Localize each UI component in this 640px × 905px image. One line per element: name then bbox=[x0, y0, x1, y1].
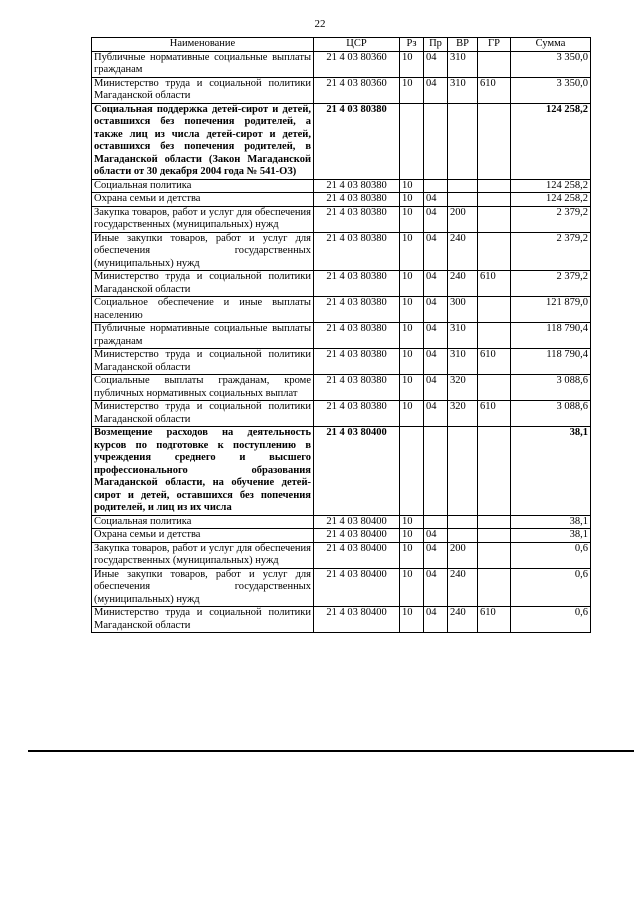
table-row bbox=[92, 179, 591, 193]
cell-gr bbox=[478, 193, 511, 207]
table-row bbox=[92, 375, 591, 401]
cell-csr: 21 4 03 80380 bbox=[314, 206, 400, 232]
cell-vr bbox=[448, 193, 478, 207]
header-vr: ВР bbox=[448, 38, 478, 52]
cell-gr: 610 bbox=[478, 77, 511, 103]
cell-sum: 3 350,0 bbox=[511, 77, 591, 103]
table-body bbox=[92, 51, 591, 633]
cell-rz: 10 bbox=[400, 179, 424, 193]
cell-rz: 10 bbox=[400, 193, 424, 207]
cell-gr bbox=[478, 51, 511, 77]
cell-sum: 118 790,4 bbox=[511, 349, 591, 375]
cell-vr bbox=[448, 179, 478, 193]
cell-pr bbox=[424, 103, 448, 179]
cell-name: Социальная политика bbox=[92, 515, 314, 529]
table-row bbox=[92, 103, 591, 179]
cell-gr bbox=[478, 515, 511, 529]
cell-pr: 04 bbox=[424, 323, 448, 349]
cell-name: Социальная политика bbox=[92, 179, 314, 193]
table-row bbox=[92, 607, 591, 633]
cell-name: Иные закупки товаров, работ и услуг для обеспечения государственных (муниципальных) нужд bbox=[92, 232, 314, 271]
table-row bbox=[92, 529, 591, 543]
cell-sum: 2 379,2 bbox=[511, 232, 591, 271]
table-row bbox=[92, 77, 591, 103]
cell-pr: 04 bbox=[424, 607, 448, 633]
cell-gr bbox=[478, 542, 511, 568]
cell-vr: 300 bbox=[448, 297, 478, 323]
cell-vr: 310 bbox=[448, 51, 478, 77]
table-row bbox=[92, 271, 591, 297]
cell-name: Закупка товаров, работ и услуг для обеспечения государственных (муниципальных) нужд bbox=[92, 542, 314, 568]
table-row bbox=[92, 401, 591, 427]
cell-gr bbox=[478, 375, 511, 401]
cell-csr: 21 4 03 80380 bbox=[314, 103, 400, 179]
cell-gr bbox=[478, 232, 511, 271]
header-pr: Пр bbox=[424, 38, 448, 52]
cell-rz: 10 bbox=[400, 232, 424, 271]
cell-csr: 21 4 03 80380 bbox=[314, 232, 400, 271]
table-row bbox=[92, 542, 591, 568]
cell-name: Министерство труда и социальной политики Магаданской области bbox=[92, 401, 314, 427]
cell-rz: 10 bbox=[400, 607, 424, 633]
cell-sum: 3 350,0 bbox=[511, 51, 591, 77]
table-row bbox=[92, 427, 591, 516]
cell-pr: 04 bbox=[424, 542, 448, 568]
cell-pr: 04 bbox=[424, 193, 448, 207]
cell-gr: 610 bbox=[478, 607, 511, 633]
budget-table bbox=[91, 37, 591, 633]
cell-vr: 200 bbox=[448, 542, 478, 568]
cell-name: Публичные нормативные социальные выплаты гражданам bbox=[92, 51, 314, 77]
cell-name: Охрана семьи и детства bbox=[92, 529, 314, 543]
cell-csr: 21 4 03 80380 bbox=[314, 323, 400, 349]
cell-csr: 21 4 03 80380 bbox=[314, 193, 400, 207]
cell-rz: 10 bbox=[400, 77, 424, 103]
cell-rz: 10 bbox=[400, 51, 424, 77]
cell-name: Министерство труда и социальной политики Магаданской области bbox=[92, 607, 314, 633]
cell-name: Иные закупки товаров, работ и услуг для обеспечения государственных (муниципальных) нужд bbox=[92, 568, 314, 607]
cell-gr: 610 bbox=[478, 401, 511, 427]
cell-vr: 310 bbox=[448, 349, 478, 375]
cell-vr: 320 bbox=[448, 375, 478, 401]
cell-rz: 10 bbox=[400, 349, 424, 375]
cell-name: Социальные выплаты гражданам, кроме публичных нормативных социальных выплат bbox=[92, 375, 314, 401]
cell-name: Социальное обеспечение и иные выплаты населению bbox=[92, 297, 314, 323]
cell-vr: 240 bbox=[448, 271, 478, 297]
cell-pr: 04 bbox=[424, 271, 448, 297]
header-rz: Рз bbox=[400, 38, 424, 52]
cell-gr bbox=[478, 323, 511, 349]
cell-sum: 3 088,6 bbox=[511, 401, 591, 427]
cell-gr bbox=[478, 103, 511, 179]
cell-rz bbox=[400, 103, 424, 179]
cell-sum: 3 088,6 bbox=[511, 375, 591, 401]
cell-rz: 10 bbox=[400, 375, 424, 401]
cell-csr: 21 4 03 80360 bbox=[314, 51, 400, 77]
cell-name: Охрана семьи и детства bbox=[92, 193, 314, 207]
cell-pr bbox=[424, 179, 448, 193]
cell-rz: 10 bbox=[400, 529, 424, 543]
cell-pr: 04 bbox=[424, 77, 448, 103]
cell-sum: 124 258,2 bbox=[511, 179, 591, 193]
page-number: 22 bbox=[314, 18, 326, 30]
cell-rz: 10 bbox=[400, 206, 424, 232]
table-row bbox=[92, 568, 591, 607]
cell-csr: 21 4 03 80380 bbox=[314, 271, 400, 297]
cell-csr: 21 4 03 80400 bbox=[314, 427, 400, 516]
table-row bbox=[92, 51, 591, 77]
cell-pr: 04 bbox=[424, 568, 448, 607]
table-row bbox=[92, 515, 591, 529]
cell-csr: 21 4 03 80400 bbox=[314, 529, 400, 543]
cell-sum: 0,6 bbox=[511, 568, 591, 607]
cell-vr bbox=[448, 103, 478, 179]
cell-vr: 320 bbox=[448, 401, 478, 427]
table-row bbox=[92, 206, 591, 232]
cell-pr: 04 bbox=[424, 206, 448, 232]
cell-name: Министерство труда и социальной политики Магаданской области bbox=[92, 349, 314, 375]
cell-gr bbox=[478, 179, 511, 193]
header-gr: ГР bbox=[478, 38, 511, 52]
cell-csr: 21 4 03 80360 bbox=[314, 77, 400, 103]
cell-sum: 118 790,4 bbox=[511, 323, 591, 349]
cell-pr: 04 bbox=[424, 349, 448, 375]
cell-sum: 0,6 bbox=[511, 542, 591, 568]
cell-vr bbox=[448, 515, 478, 529]
cell-vr: 200 bbox=[448, 206, 478, 232]
cell-vr bbox=[448, 529, 478, 543]
cell-rz: 10 bbox=[400, 515, 424, 529]
cell-gr bbox=[478, 529, 511, 543]
cell-sum: 2 379,2 bbox=[511, 206, 591, 232]
cell-vr: 240 bbox=[448, 607, 478, 633]
cell-sum: 2 379,2 bbox=[511, 271, 591, 297]
cell-vr: 310 bbox=[448, 323, 478, 349]
cell-gr bbox=[478, 297, 511, 323]
cell-gr: 610 bbox=[478, 271, 511, 297]
table-row bbox=[92, 323, 591, 349]
cell-pr: 04 bbox=[424, 401, 448, 427]
table-row bbox=[92, 193, 591, 207]
cell-name: Министерство труда и социальной политики Магаданской области bbox=[92, 271, 314, 297]
cell-sum: 0,6 bbox=[511, 607, 591, 633]
cell-name: Министерство труда и социальной политики Магаданской области bbox=[92, 77, 314, 103]
cell-csr: 21 4 03 80380 bbox=[314, 179, 400, 193]
cell-sum: 38,1 bbox=[511, 515, 591, 529]
cell-vr: 310 bbox=[448, 77, 478, 103]
header-csr: ЦСР bbox=[314, 38, 400, 52]
cell-csr: 21 4 03 80400 bbox=[314, 542, 400, 568]
cell-pr: 04 bbox=[424, 297, 448, 323]
cell-rz: 10 bbox=[400, 568, 424, 607]
cell-rz: 10 bbox=[400, 323, 424, 349]
cell-sum: 124 258,2 bbox=[511, 193, 591, 207]
table-row bbox=[92, 232, 591, 271]
cell-rz: 10 bbox=[400, 401, 424, 427]
cell-sum: 124 258,2 bbox=[511, 103, 591, 179]
cell-csr: 21 4 03 80400 bbox=[314, 568, 400, 607]
cell-sum: 38,1 bbox=[511, 427, 591, 516]
cell-vr: 240 bbox=[448, 232, 478, 271]
cell-pr bbox=[424, 515, 448, 529]
table-row bbox=[92, 349, 591, 375]
cell-pr: 04 bbox=[424, 232, 448, 271]
cell-pr: 04 bbox=[424, 51, 448, 77]
cell-sum: 38,1 bbox=[511, 529, 591, 543]
cell-csr: 21 4 03 80400 bbox=[314, 607, 400, 633]
cell-csr: 21 4 03 80380 bbox=[314, 297, 400, 323]
cell-vr bbox=[448, 427, 478, 516]
cell-rz bbox=[400, 427, 424, 516]
cell-csr: 21 4 03 80400 bbox=[314, 515, 400, 529]
cell-gr bbox=[478, 427, 511, 516]
cell-pr: 04 bbox=[424, 529, 448, 543]
cell-name: Возмещение расходов на деятельность курсов по подготовке к поступлению в учреждения среднего и высшего профессионального образования Магаданской области, на обучение детей-сирот и детей, оставшихся без попечения родителей, и лиц из их числа bbox=[92, 427, 314, 516]
cell-rz: 10 bbox=[400, 297, 424, 323]
cell-vr: 240 bbox=[448, 568, 478, 607]
table-header-row bbox=[92, 38, 591, 52]
bottom-divider bbox=[28, 750, 634, 752]
cell-rz: 10 bbox=[400, 542, 424, 568]
cell-rz: 10 bbox=[400, 271, 424, 297]
cell-sum: 121 879,0 bbox=[511, 297, 591, 323]
cell-pr bbox=[424, 427, 448, 516]
cell-csr: 21 4 03 80380 bbox=[314, 401, 400, 427]
cell-gr bbox=[478, 568, 511, 607]
cell-gr bbox=[478, 206, 511, 232]
header-name: Наименование bbox=[92, 38, 314, 52]
header-sum: Сумма bbox=[511, 38, 591, 52]
table-row bbox=[92, 297, 591, 323]
cell-name: Закупка товаров, работ и услуг для обеспечения государственных (муниципальных) нужд bbox=[92, 206, 314, 232]
cell-pr: 04 bbox=[424, 375, 448, 401]
cell-csr: 21 4 03 80380 bbox=[314, 349, 400, 375]
cell-gr: 610 bbox=[478, 349, 511, 375]
cell-csr: 21 4 03 80380 bbox=[314, 375, 400, 401]
cell-name: Публичные нормативные социальные выплаты гражданам bbox=[92, 323, 314, 349]
cell-name: Социальная поддержка детей-сирот и детей, оставшихся без попечения родителей, а также лиц из числа детей-сирот и детей, оставшихся без попечения родителей, в Магаданской области (Закон Магаданской области от 30 декабря 2004 года № 541-ОЗ) bbox=[92, 103, 314, 179]
